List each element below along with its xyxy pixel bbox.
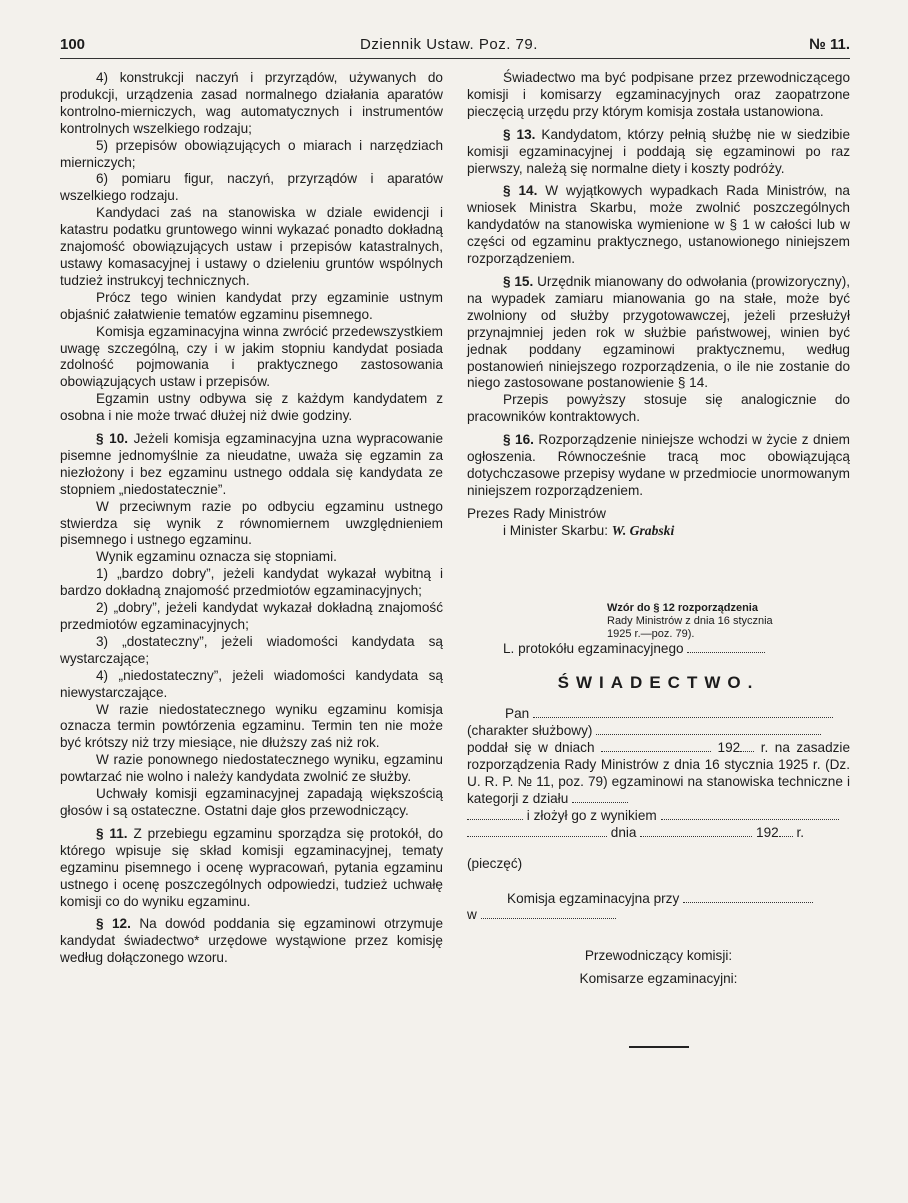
form-line-pan: Pan <box>467 706 850 723</box>
blank-field <box>467 825 607 837</box>
paragraph: 2) „dobry”, jeżeli kandydat wykazał dokładną znajomość przedmiotów egzaminacyjnych; <box>60 600 443 632</box>
blank-field <box>740 740 754 752</box>
page-header <box>60 36 850 58</box>
section-number: § 14. <box>503 183 538 199</box>
blank-field <box>572 791 628 803</box>
form-line-date: dnia 192 r. <box>467 825 850 842</box>
journal-title: Dziennik Ustaw. Poz. 79. <box>360 36 538 53</box>
paragraph: 6) pomiaru figur, naczyń, przyrządów i aparatów wszelkiego rodzaju. <box>60 171 443 204</box>
paragraph: 4) konstrukcji naczyń i przyrządów, używanych do produkcji, urządzenia zasad normalnego działania aparatów kontrolno-mierniczych, wag automatycznych i instrumentów kontrolnych wszelkiego rodzaju; <box>60 70 443 136</box>
form-note-line: 1925 r.—poz. 79). <box>607 627 695 640</box>
paragraph: Kandydaci zaś na stanowiska w dziale ewidencji i katastru podatku gruntowego winni wykazać ponadto dokładną znajomość obowiązujących ustaw i przepisów katastralnych, ustawy komasacyjnej i ustawy o dzieleniu gruntów wspólnych tudzież instrukcyj technicznych. <box>60 205 443 288</box>
form-line-wynik: i złożył go z wynikiem <box>467 808 850 825</box>
commissioners-label: Komisarze egzaminacyjni: <box>579 971 738 987</box>
signature-name: W. Grabski <box>611 522 675 538</box>
issue-number: № 11. <box>809 36 850 53</box>
blank-field <box>687 641 765 653</box>
section-11: § 11. Z przebiegu egzaminu sporządza się protokół, do którego wpisuje się skład komisji egzaminacyjnej, tematy egzaminu pisemnego i ocenę wypracowań, pytania egzaminu ustnego i ocenę poszczególnych odpowiedzi, tudzież uchwałę komisji co do wyniku egzaminu. <box>60 825 444 909</box>
protocol-line: L. protokółu egzaminacyjnego <box>467 641 850 658</box>
section-number: § 13. <box>503 126 536 142</box>
paragraph: 3) „dostateczny”, jeżeli wiadomości kandydata są wystarczające; <box>60 633 443 666</box>
blank-field <box>779 825 793 837</box>
paragraph: Egzamin ustny odbywa się z każdym kandydatem z osobna i nie może trwać dłużej niż dwie godziny. <box>60 391 443 424</box>
form-line-charakter: (charakter służbowy) <box>467 723 850 740</box>
blank-field <box>601 740 711 752</box>
section-number: § 11. <box>96 825 128 841</box>
section-number: § 10. <box>96 431 129 447</box>
paragraph: W przeciwnym razie po odbyciu egzaminu ustnego stwierdza się wynik z równomiernem uwzględnieniem pisemnego i ustnego egzaminu. <box>60 498 443 548</box>
blank-field <box>683 891 813 903</box>
location-line: w <box>467 907 850 924</box>
section-10: § 10. Jeżeli komisja egzaminacyjna uzna wypracowanie pisemne jednomyślnie za nieudatne, uważa się egzamin za niezłożony i bez egzaminu ustnego oddala się kandydata ze stopniem „niedostatecznie”. <box>60 431 444 497</box>
section-14: § 14. W wyjątkowych wypadkach Rada Ministrów, na wniosek Ministra Skarbu, może zwolnić poszczególnych kandydatów na stanowiska wymienione w § 1 w całości lub w części od egzaminu praktycznego, ustanowionego niniejszem rozporządzeniem. <box>467 183 850 267</box>
signature-title: Prezes Rady Ministrów <box>467 505 606 521</box>
seal-placeholder: (pieczęć) <box>467 855 523 871</box>
header-rule <box>60 58 850 59</box>
paragraph: Przepis powyższy stosuje się analogicznie do pracowników kontraktowych. <box>467 392 850 425</box>
signature-block <box>467 506 850 540</box>
page-number: 100 <box>60 36 86 53</box>
section-number: § 15. <box>503 273 534 289</box>
right-column <box>467 70 850 1048</box>
form-note-line: Rady Ministrów z dnia 16 stycznia <box>607 614 773 627</box>
section-16: § 16. Rozporządzenie niniejsze wchodzi w życie z dniem ogłoszenia. Równocześnie tracą moc obowiązującą dotychczasowe przepisy wydane w przedmiocie unormowanym niniejszem rozporządzeniem. <box>467 432 851 498</box>
section-13: § 13. Kandydatom, którzy pełnią służbę nie w siedzibie komisji egzaminacyjnej i poddają się egzaminowi po raz pierwszy, należą się normalne diety i koszty podróży. <box>467 126 850 176</box>
certificate-title: ŚWIADECTWO. <box>557 673 760 693</box>
form-reference-note <box>607 602 850 641</box>
blank-field <box>640 825 752 837</box>
paragraph: 4) „niedostateczny”, jeżeli wiadomości kandydata są niewystarczające. <box>60 667 443 700</box>
section-number: § 12. <box>96 916 131 932</box>
section-12: § 12. Na dowód poddania się egzaminowi otrzymuje kandydat świadectwo* urzędowe wystąwione przez komisję według dołączonego wzoru. <box>60 916 444 966</box>
section-15: § 15. Urzędnik mianowany do odwołania (prowizoryczny), na wypadek zamiaru mianowania go na stałe, może być zwolniony od służby przygotowawczej, jeżeli przesłużył przynajmniej jeden rok w służbie państwowej, winien być jednak poddany egzaminowi praktycznemu, według postanowień niniejszego rozporządzenia, o ile nie zostanie do niego zastosowane postanowienie § 14. <box>467 273 850 391</box>
blank-field <box>467 808 523 820</box>
paragraph: Uchwały komisji egzaminacyjnej zapadają większością głosów i są ostateczne. Ostatni daje głos przewodniczący. <box>60 786 443 818</box>
left-column <box>60 70 443 967</box>
paragraph: Komisja egzaminacyjna winna zwrócić przedewszystkiem uwagę szczególną, czy i w jakim stopniu kandydat posiada zdolność pojmowania i praktycznego zastosowania obowiązujących ustaw i przepisów. <box>60 323 443 390</box>
paragraph: Świadectwo ma być podpisane przez przewodniczącego komisji i komisarzy egzaminacyjnych oraz zaopatrzone pieczęcią urzędu przy którym komisja została ustanowiona. <box>467 70 850 119</box>
paragraph: 5) przepisów obowiązujących o miarach i narzędziach mierniczych; <box>60 137 443 170</box>
paragraph: Prócz tego winien kandydat przy egzaminie ustnym objaśnić załatwienie tematów egzaminu pisemnego. <box>60 289 443 322</box>
end-rule <box>629 1046 689 1048</box>
blank-field <box>533 706 833 718</box>
paragraph: W razie niedostatecznego wyniku egzaminu komisja oznacza termin powtórzenia egzaminu. Termin ten nie może być krótszy niż trzy miesiące, nie dłuższy zaś niż rok. <box>60 701 443 751</box>
chairman-label: Przewodniczący komisji: <box>584 948 733 964</box>
paragraph: 1) „bardzo dobry”, jeżeli kandydat wykazał wybitną i bardzo dokładną znajomość przedmiotów egzaminacyjnych; <box>60 566 443 599</box>
paragraph: W razie ponownego niedostatecznego wyniku, egzaminu powtarzać nie wolno i należy kandydata zwolnić ze służby. <box>60 752 443 785</box>
signature-role: i Minister Skarbu: W. Grabski <box>503 522 675 538</box>
section-number: § 16. <box>503 432 534 448</box>
blank-field <box>661 808 839 820</box>
form-line-poddal: poddał się w dniach 192 r. na zasadzie rozporządzenia Rady Ministrów z dnia 16 stycznia 1925 r. (Dz. U. R. P. № 11, poz. 79) egzaminowi na stanowiska techniczne i kategorji z działu <box>467 740 851 806</box>
form-note-line: Wzór do § 12 rozporządzenia <box>607 601 758 614</box>
paragraph: Wynik egzaminu oznacza się stopniami. <box>96 549 337 565</box>
commission-line: Komisja egzaminacyjna przy <box>467 891 850 908</box>
blank-field <box>596 723 821 735</box>
blank-field <box>481 907 616 919</box>
